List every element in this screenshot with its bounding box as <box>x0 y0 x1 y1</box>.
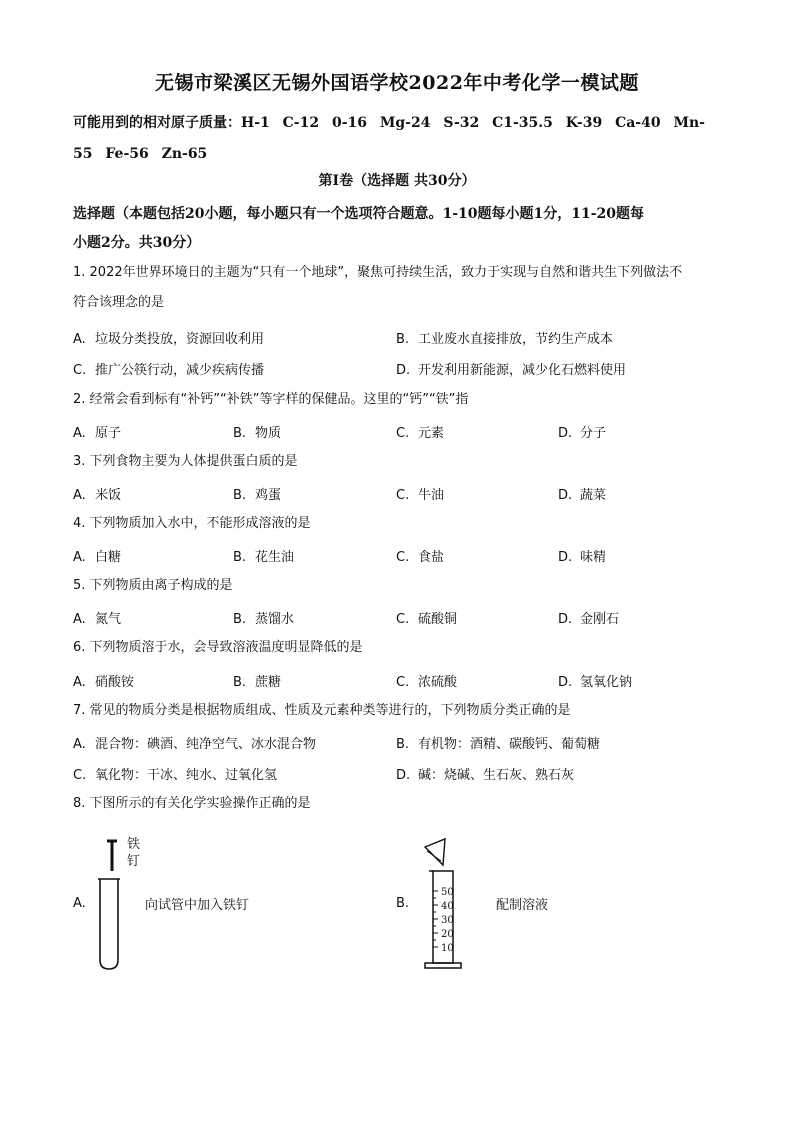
figure-b-caption: 配制溶液 <box>496 898 549 913</box>
question-6-option-a <box>73 671 134 690</box>
option-text: 鸡蛋 <box>255 488 282 503</box>
question-1-option-b <box>396 328 613 347</box>
question-7-option-a <box>73 733 316 752</box>
option-letter: D. <box>558 550 573 565</box>
question-2-option-a <box>73 422 121 441</box>
option-text: 原子 <box>95 426 122 441</box>
question-4-option-b <box>233 546 294 565</box>
option-letter: D. <box>396 768 411 783</box>
question-3-option-c <box>396 484 444 503</box>
question-4-option-c <box>396 546 444 565</box>
option-letter: A. <box>73 612 86 627</box>
option-letter: C. <box>396 426 410 441</box>
option-text: 硝酸铵 <box>95 675 135 690</box>
option-letter: C. <box>73 363 87 378</box>
figure-a-letter: A. <box>73 896 86 911</box>
cylinder-base <box>425 963 461 968</box>
option-text: 花生油 <box>255 550 295 565</box>
question-1-option-c <box>73 359 264 378</box>
exam-title: 无锡市梁溪区无锡外国语学校2022年中考化学一模试题 <box>155 72 639 94</box>
instructions-line2: 小题2分。共30分） <box>73 235 201 251</box>
section-instructions <box>73 200 723 258</box>
option-letter: A. <box>73 550 86 565</box>
question-3-option-a <box>73 484 121 503</box>
figure-a-caption: 向试管中加入铁钉 <box>145 898 250 913</box>
option-text: 氢氧化钠 <box>580 675 633 690</box>
option-text: 硫酸铜 <box>418 612 458 627</box>
option-letter: C. <box>396 612 410 627</box>
question-5-stem: 5. 下列物质由离子构成的是 <box>73 578 233 593</box>
question-6-option-c <box>396 671 457 690</box>
question-2-option-c <box>396 422 444 441</box>
option-text: 金刚石 <box>580 612 620 627</box>
option-letter: D. <box>558 488 573 503</box>
graduated-cylinder-figure <box>415 835 470 975</box>
scale-label-10: 10 <box>441 943 454 954</box>
nail-label-top: 铁 <box>127 837 141 852</box>
question-2-option-b <box>233 422 281 441</box>
question-1-stem-line2: 符合该理念的是 <box>73 295 165 310</box>
option-text: 米饭 <box>95 488 122 503</box>
question-4-option-a <box>73 546 121 565</box>
option-letter: B. <box>233 426 247 441</box>
option-text: 工业废水直接排放，节约生产成本 <box>418 332 614 347</box>
question-1-option-d <box>396 359 626 378</box>
option-text: 氧化物：干冰、纯水、过氧化氢 <box>95 768 278 783</box>
option-text: 分子 <box>580 426 607 441</box>
option-text: 垃圾分类投放，资源回收利用 <box>95 332 265 347</box>
question-6-option-b <box>233 671 281 690</box>
question-7-option-c <box>73 764 277 783</box>
option-letter: C. <box>73 768 87 783</box>
test-tube-with-nail-figure <box>95 835 150 975</box>
scale-label-20: 20 <box>441 929 454 940</box>
option-letter: B. <box>233 675 247 690</box>
option-letter: A. <box>73 488 86 503</box>
atomic-masses-line2: 55 Fe-56 Zn-65 <box>73 146 208 162</box>
option-text: 物质 <box>255 426 282 441</box>
question-2-stem: 2. 经常会看到标有“补钙”“补铁”等字样的保健品。这里的“钙”“铁”指 <box>73 392 469 407</box>
question-5-option-a <box>73 608 121 627</box>
question-5-option-b <box>233 608 294 627</box>
option-letter: D. <box>558 675 573 690</box>
question-6-stem: 6. 下列物质溶于水，会导致溶液温度明显降低的是 <box>73 640 363 655</box>
question-1-stem <box>73 258 733 318</box>
option-text: 蔬菜 <box>580 488 607 503</box>
option-letter: B. <box>233 612 247 627</box>
option-text: 氮气 <box>95 612 122 627</box>
nail-label-bottom: 钉 <box>127 854 141 869</box>
option-text: 蔗糖 <box>255 675 282 690</box>
option-letter: A. <box>73 332 86 347</box>
question-5-option-c <box>396 608 457 627</box>
question-7-option-d <box>396 764 574 783</box>
option-letter: D. <box>558 426 573 441</box>
option-text: 有机物：酒精、碳酸钙、葡萄糖 <box>418 737 601 752</box>
nail-label <box>127 836 140 870</box>
question-1-stem-line1: 1. 2022年世界环境日的主题为“只有一个地球”，聚焦可持续生活，致力于实现与自然和谐共生下列做法不 <box>73 265 683 280</box>
option-letter: B. <box>233 550 247 565</box>
option-letter: B. <box>396 737 410 752</box>
option-letter: A. <box>73 737 86 752</box>
question-1-option-a <box>73 328 264 347</box>
question-2-option-d <box>558 422 606 441</box>
option-letter: B. <box>233 488 247 503</box>
option-letter: C. <box>396 675 410 690</box>
scale-label-40: 40 <box>441 901 454 912</box>
question-3-option-d <box>558 484 606 503</box>
option-text: 白糖 <box>95 550 122 565</box>
question-4-option-d <box>558 546 606 565</box>
atomic-masses-line1: 可能用到的相对原子质量：H-1 C-12 0-16 Mg-24 S-32 C1-35.5 K-39 Ca-40 Mn- <box>73 115 705 131</box>
option-text: 元素 <box>418 426 445 441</box>
option-letter: D. <box>396 363 411 378</box>
option-letter: C. <box>396 550 410 565</box>
question-8-stem: 8. 下图所示的有关化学实验操作正确的是 <box>73 796 311 811</box>
atomic-masses <box>73 108 723 170</box>
question-5-option-d <box>558 608 619 627</box>
figure-b-letter: B. <box>396 896 410 911</box>
option-text: 蒸馏水 <box>255 612 295 627</box>
option-letter: D. <box>558 612 573 627</box>
instructions-line1: 选择题（本题包括20小题，每小题只有一个选项符合题意。1-10题每小题1分，11-20题每 <box>73 206 645 222</box>
option-text: 混合物：碘酒、纯净空气、冰水混合物 <box>95 737 317 752</box>
section-heading: 第I卷（选择题 共30分） <box>318 173 476 189</box>
option-text: 开发利用新能源，减少化石燃料使用 <box>418 363 627 378</box>
option-text: 碱：烧碱、生石灰、熟石灰 <box>418 768 575 783</box>
scale-label-50: 50 <box>441 887 454 898</box>
question-4-stem: 4. 下列物质加入水中，不能形成溶液的是 <box>73 516 311 531</box>
option-text: 牛油 <box>418 488 445 503</box>
question-3-stem: 3. 下列食物主要为人体提供蛋白质的是 <box>73 454 298 469</box>
question-7-stem: 7. 常见的物质分类是根据物质组成、性质及元素种类等进行的，下列物质分类正确的是 <box>73 703 571 718</box>
option-letter: A. <box>73 426 86 441</box>
option-text: 食盐 <box>418 550 445 565</box>
option-letter: A. <box>73 675 86 690</box>
question-3-option-b <box>233 484 281 503</box>
option-letter: C. <box>396 488 410 503</box>
option-text: 味精 <box>580 550 607 565</box>
scale-label-30: 30 <box>441 915 454 926</box>
option-letter: B. <box>396 332 410 347</box>
option-text: 推广公筷行动，减少疾病传播 <box>95 363 265 378</box>
question-7-option-b <box>396 733 600 752</box>
question-6-option-d <box>558 671 632 690</box>
option-text: 浓硫酸 <box>418 675 458 690</box>
test-tube <box>100 879 118 969</box>
